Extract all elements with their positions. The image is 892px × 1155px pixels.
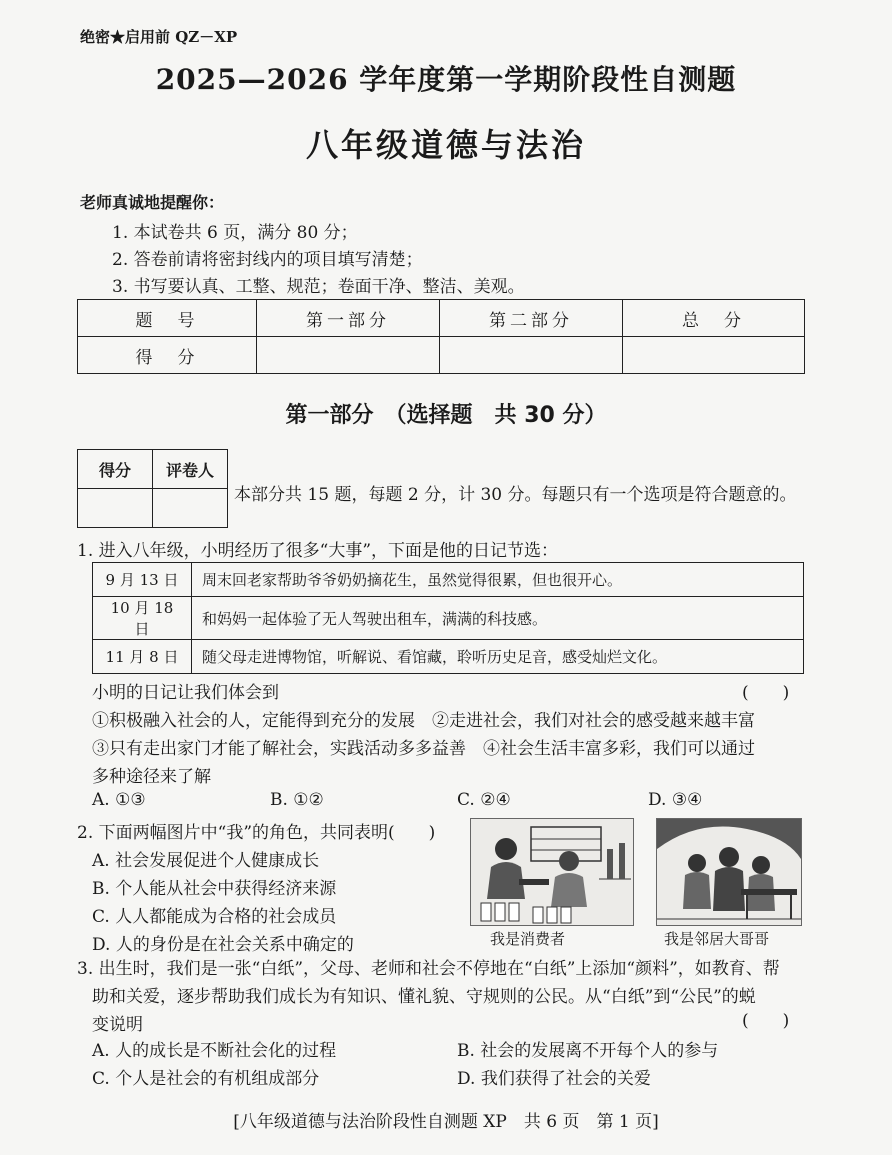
q1-statement-line-2: ③只有走出家门才能了解社会，实践活动多多益善 ④社会生活丰富多彩，我们可以通过 [92,739,755,759]
grader-header-grader: 评卷人 [153,450,228,489]
neighbor-illustration [656,818,802,926]
part1-description: 本部分共 15 题，每题 2 分，计 30 分。每题只有一个选项是符合题意的。 [234,485,797,505]
diary-text: 随父母走进博物馆，听解说、看馆藏，聆听历史足音，感受灿烂文化。 [192,640,804,674]
diary-table [92,562,804,674]
score-header-total: 总 分 [623,300,805,337]
notice-title: 老师真诚地提醒你： [80,193,225,212]
q2-stem: 2. 下面两幅图片中“我”的角色，共同表明( ) [77,823,436,843]
q3-stem-line-1: 3. 出生时，我们是一张“白纸”，父母、老师和社会不停地在“白纸”上添加“颜料”，如教育、帮 [77,959,780,979]
q3-stem-line-3: 变说明 [92,1015,143,1035]
diary-text: 周末回老家帮助爷爷奶奶摘花生，虽然觉得很累，但也很开心。 [192,563,804,597]
score-header-part1: 第一部分 [257,300,440,337]
diary-row [93,640,804,674]
page-footer: [八年级道德与法治阶段性自测题 XP 共 6 页 第 1 页] [233,1112,659,1132]
notice-item-1: 1. 本试卷共 6 页，满分 80 分； [112,223,358,243]
q1-option-d[interactable]: D. ③④ [648,790,703,810]
q2-option-c[interactable]: C. 人人都能成为合格的社会成员 [92,907,337,927]
secret-label: 绝密★启用前 QZ－XP [80,28,238,46]
grader-table [77,449,228,528]
score-header-part2: 第二部分 [440,300,623,337]
q3-option-d[interactable]: D. 我们获得了社会的关爱 [457,1069,651,1089]
diary-date: 9 月 13 日 [93,563,192,597]
score-header-number: 题 号 [78,300,257,337]
score-cell-part1[interactable] [257,337,440,374]
q1-option-b[interactable]: B. ①② [270,790,324,810]
score-cell-total[interactable] [623,337,805,374]
exam-title: 2025—2026 学年度第一学期阶段性自测题 [155,63,737,96]
diary-date: 11 月 8 日 [93,640,192,674]
q3-option-a[interactable]: A. 人的成长是不断社会化的过程 [92,1041,337,1061]
q2-option-d[interactable]: D. 人的身份是在社会关系中确定的 [92,935,354,955]
diary-row [93,597,804,640]
notice-item-3: 3. 书写要认真、工整、规范；卷面干净、整洁、美观。 [112,277,525,297]
subject-title: 八年级道德与法治 [305,126,586,164]
q3-option-b[interactable]: B. 社会的发展离不开每个人的参与 [457,1041,719,1061]
q3-stem-line-2: 助和关爱，逐步帮助我们成长为有知识、懂礼貌、守规则的公民。从“白纸”到“公民”的蜕 [92,987,756,1007]
grader-cell-grader[interactable] [153,489,228,528]
neighbor-caption: 我是邻居大哥哥 [664,930,770,948]
q2-option-b[interactable]: B. 个人能从社会中获得经济来源 [92,879,337,899]
score-table [77,299,805,374]
diary-row [93,563,804,597]
notice-item-2: 2. 答卷前请将密封线内的项目填写清楚； [112,250,423,270]
q1-option-c[interactable]: C. ②④ [457,790,511,810]
score-cell-part2[interactable] [440,337,623,374]
grader-header-score: 得分 [78,450,153,489]
part1-title: 第一部分 （选择题 共 30 分） [285,403,607,428]
q1-prompt: 小明的日记让我们体会到 [92,683,279,703]
grader-cell-score[interactable] [78,489,153,528]
score-row-label: 得 分 [78,337,257,374]
q1-option-a[interactable]: A. ①③ [92,790,146,810]
consumer-illustration [470,818,634,926]
consumer-caption: 我是消费者 [490,930,566,948]
diary-text: 和妈妈一起体验了无人驾驶出租车，满满的科技感。 [192,597,804,640]
q2-option-a[interactable]: A. 社会发展促进个人健康成长 [92,851,320,871]
q1-statement-line-3: 多种途径来了解 [92,767,211,787]
q3-option-c[interactable]: C. 个人是社会的有机组成部分 [92,1069,320,1089]
diary-date: 10 月 18 日 [93,597,192,640]
q1-stem: 1. 进入八年级，小明经历了很多“大事”，下面是他的日记节选： [77,541,559,561]
q1-statement-line-1: ①积极融入社会的人，定能得到充分的发展 ②走进社会，我们对社会的感受越来越丰富 [92,711,755,731]
q1-answer-bracket[interactable]: ( ) [742,683,790,703]
q3-answer-bracket[interactable]: ( ) [742,1011,790,1031]
